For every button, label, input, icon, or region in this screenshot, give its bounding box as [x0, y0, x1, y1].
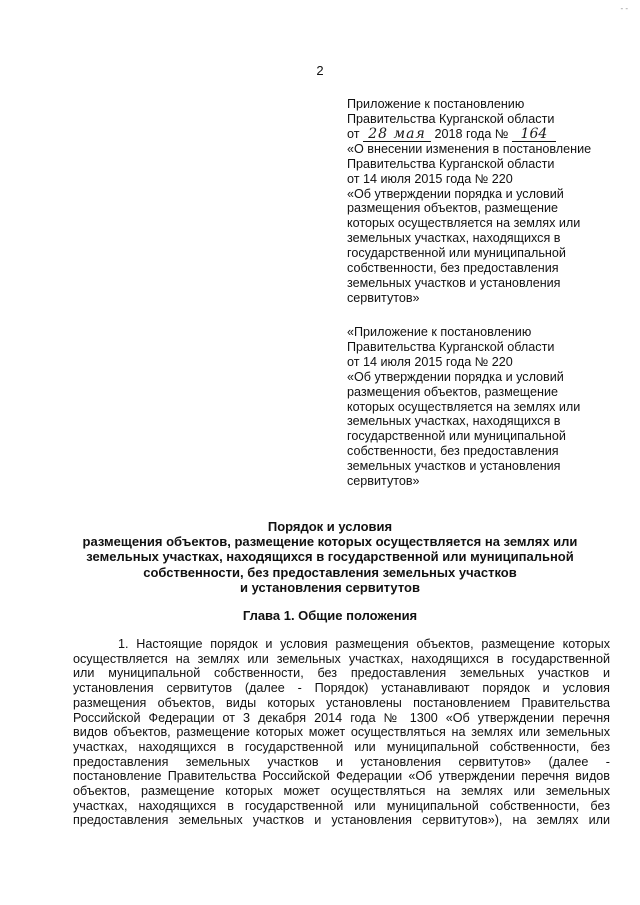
appendix-line: Приложение к постановлению: [347, 97, 525, 111]
text-line: которых осуществляется на землях или: [347, 399, 581, 414]
body-paragraph: [73, 637, 610, 828]
appendix-header: [347, 97, 612, 306]
text-line: и установления сервитутов: [240, 579, 420, 595]
text-line: размещения объектов, размещение: [347, 201, 559, 216]
year-text: 2018 года №: [434, 126, 509, 141]
text-line: собственности, без предоставления: [347, 261, 559, 276]
text-line: видов объектов, размещение которых может осуществляться на землях или земельных: [73, 725, 610, 740]
text-line: от 14 июля 2015 года № 220: [347, 171, 513, 186]
text-line: размещения объектов, виды которых установлены постановлением Правительства: [73, 695, 610, 710]
text-line: которых осуществляется на землях или: [347, 216, 581, 231]
document-title: [60, 519, 600, 595]
handwritten-number: 164: [512, 128, 556, 142]
text-line: Порядок и условия: [267, 519, 393, 534]
text-line: Правительства Курганской области: [347, 156, 555, 171]
appendix-date-line: [347, 127, 612, 142]
text-line: государственной или муниципальной: [347, 246, 566, 261]
text-line: постановление Правительства Российской Федерации «Об утверждении перечня видов: [73, 769, 610, 784]
text-line: сервитутов»: [347, 290, 420, 305]
text-line: установления сервитутов (далее - Порядок) устанавливают порядок и условия: [73, 681, 610, 696]
text-line: 1. Настоящие порядок и условия размещения объектов, размещение которых: [118, 637, 610, 651]
text-line: от 14 июля 2015 года № 220: [347, 354, 513, 369]
text-line: «О внесении изменения в постановление: [347, 141, 592, 156]
page-number: 2: [316, 63, 324, 78]
text-line: осуществляется на землях или земельных участках, находящихся в государственной: [73, 651, 610, 666]
appendix-original-lines: [347, 325, 612, 489]
text-line: сервитутов»: [347, 474, 420, 489]
text-line: Правительства Курганской области: [347, 339, 555, 354]
corner-mark: - -: [620, 4, 628, 13]
chapter-title: Глава 1. Общие положения: [242, 608, 418, 623]
appendix-line: Правительства Курганской области: [347, 111, 555, 126]
date-prefix: от: [347, 126, 360, 141]
text-line: земельных участках, находящихся в: [347, 414, 561, 429]
text-line: размещения объектов, размещение: [347, 384, 559, 399]
text-line: или муниципальной собственности, без предоставления земельных участков и: [73, 666, 610, 681]
text-line: «Приложение к постановлению: [347, 325, 532, 339]
text-line: государственной или муниципальной: [347, 429, 566, 444]
text-line: участках, находящихся в государственной или муниципальной собственности, без: [73, 739, 610, 754]
text-line: Российской Федерации от 3 декабря 2014 года № 1300 «Об утверждении перечня: [73, 710, 610, 725]
text-line: объектов, размещение которых может осуществляться на землях или земельных: [73, 784, 610, 799]
text-line: предоставления земельных участков и установления сервитутов» (далее -: [73, 754, 610, 769]
text-line: собственности, без предоставления: [347, 444, 559, 459]
handwritten-date: 28 мая: [363, 128, 431, 142]
text-line: участках, находящихся в государственной или муниципальной собственности, без: [73, 798, 610, 813]
text-line: земельных участках, находящихся в: [347, 231, 561, 246]
text-line: земельных участков и установления: [347, 275, 561, 290]
text-line: предоставления земельных участков и установления сервитутов»), на землях или: [73, 813, 610, 828]
text-line: «Об утверждении порядка и условий: [347, 369, 564, 384]
appendix-original: [347, 325, 612, 489]
text-line: земельных участках, находящихся в государственной или муниципальной: [86, 549, 574, 565]
text-line: земельных участков и установления: [347, 459, 561, 474]
text-line: размещения объектов, размещение которых осуществляется на землях или: [82, 534, 578, 550]
text-line: «Об утверждении порядка и условий: [347, 186, 564, 201]
text-line: собственности, без предоставления земельных участков: [143, 564, 517, 580]
appendix-header-lines: [347, 142, 612, 306]
